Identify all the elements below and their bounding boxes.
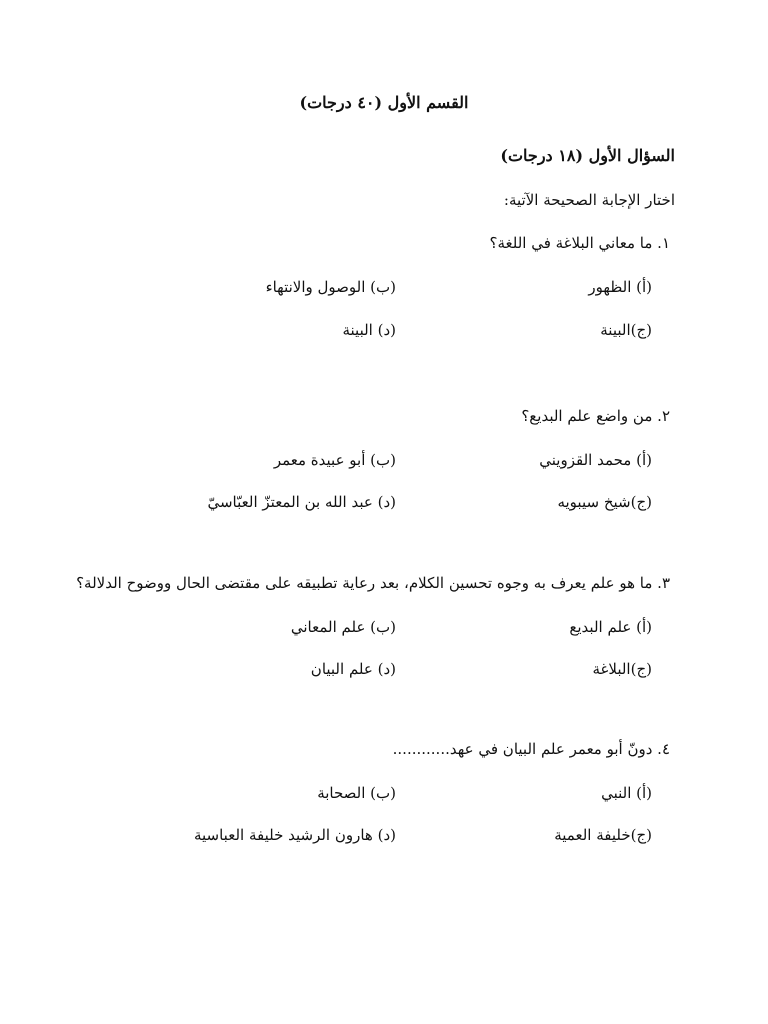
question-4-text: ٤. دونّ أبو معمر علم البيان في عهد............: [392, 740, 670, 758]
question-1-option-b: (ب) الوصول والانتهاء: [265, 278, 396, 296]
question-4-option-c: (ج)خليفة العمية: [554, 826, 652, 844]
question-group-title: السؤال الأول (١٨ درجات): [500, 146, 675, 165]
question-4-option-a: (أ) النبي: [601, 784, 652, 802]
question-2-option-c: (ج)شيخ سيبويه: [557, 493, 652, 511]
question-2-option-a: (أ) محمد القزويني: [539, 451, 652, 469]
question-3-option-c: (ج)البلاغة: [592, 660, 652, 678]
question-3-option-d: (د) علم البيان: [310, 660, 396, 678]
question-3-option-a: (أ) علم البديع: [569, 618, 652, 636]
question-4-option-d: (د) هارون الرشيد خليفة العباسية: [193, 826, 396, 844]
question-1-option-d: (د) البينة: [342, 321, 396, 339]
instruction-text: اختار الإجابة الصحيحة الآتية:: [503, 191, 675, 209]
question-2-option-b: (ب) أبو عبيدة معمر: [273, 451, 396, 469]
section-title: القسم الأول (٤٠ درجات): [299, 93, 469, 112]
question-4-option-b: (ب) الصحابة: [317, 784, 396, 802]
question-3-option-b: (ب) علم المعاني: [290, 618, 396, 636]
question-1-option-c: (ج)البينة: [600, 321, 652, 339]
question-2-text: ٢. من واضع علم البديع؟: [521, 407, 670, 425]
question-1-text: ١. ما معاني البلاغة في اللغة؟: [489, 234, 670, 252]
question-3-text: ٣. ما هو علم يعرف به وجوه تحسين الكلام، بعد رعاية تطبيقه على مقتضى الحال ووضوح الدلالة؟: [76, 574, 670, 592]
question-2-option-d: (د) عبد الله بن المعتزّ العبّاسيّ: [207, 493, 396, 511]
question-1-option-a: (أ) الظهور: [588, 278, 652, 296]
